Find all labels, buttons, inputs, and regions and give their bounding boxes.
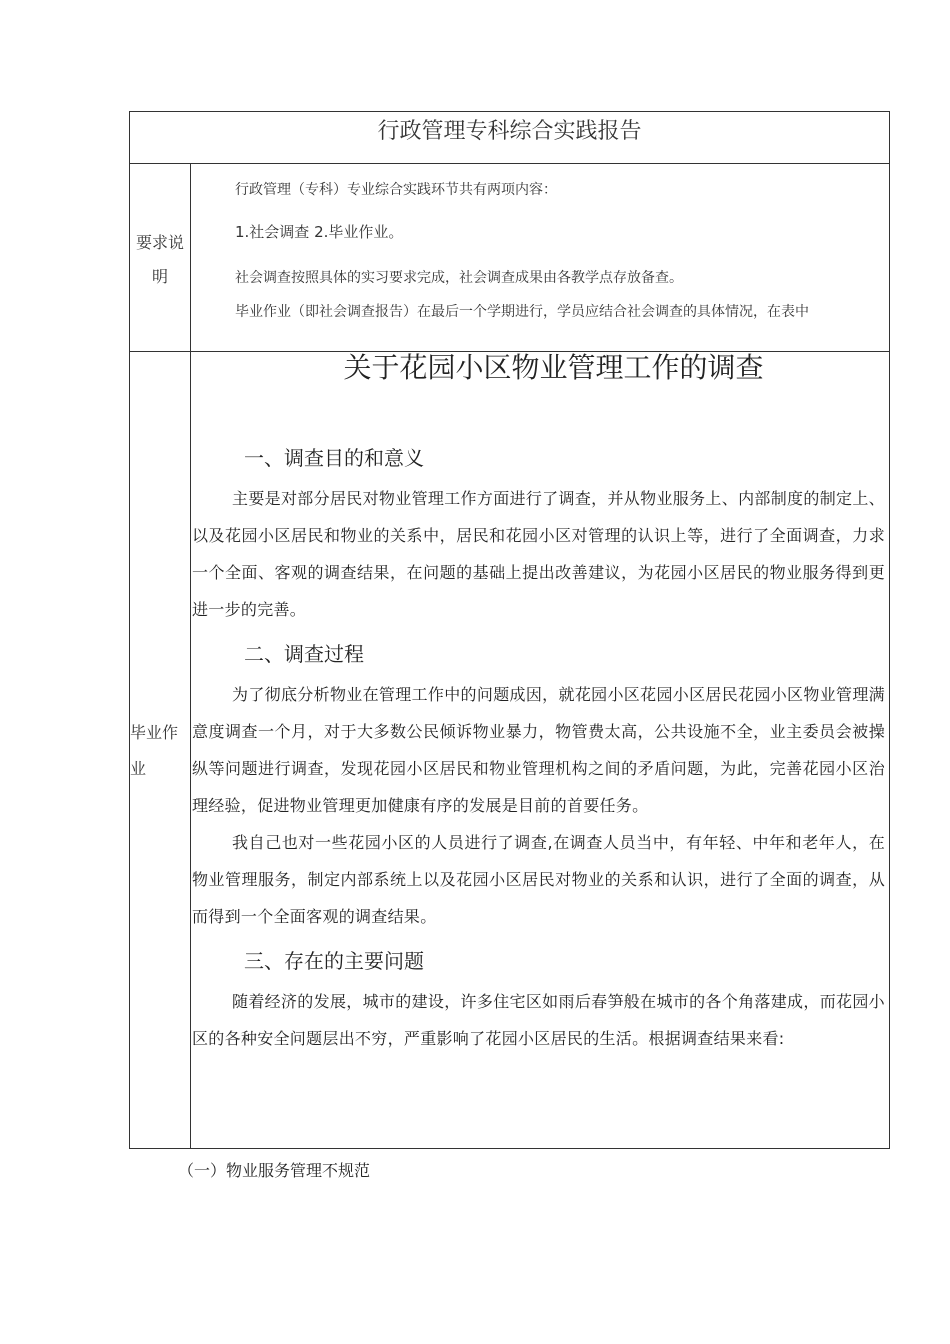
homework-content xyxy=(192,348,885,1057)
section-heading: 二、调查过程 xyxy=(244,642,364,666)
section-paragraph: 为了彻底分析物业在管理工作中的问题成因，就花园小区花园小区居民花园小区物业管理满意度调查一个月，对于大多数公民倾诉物业暴力，物管费太高，公共设施不全，业主委员会被操纵等问题进行调查，发现花园小区居民和物业管理机构之间的矛盾问题，为此，完善花园小区治理经验，促进物业管理更加健康有序的发展是目前的首要任务。 xyxy=(192,685,885,815)
requirements-line: 行政管理（专科）专业综合实践环节共有两项内容： xyxy=(235,182,557,198)
report-table xyxy=(129,111,890,1149)
report-title: 行政管理专科综合实践报告 xyxy=(377,119,642,144)
requirements-line: 毕业作业（即社会调查报告）在最后一个学期进行，学员应结合社会调查的具体情况，在表中 xyxy=(235,304,809,320)
subsection-heading: （一）物业服务管理不规范 xyxy=(178,1161,371,1180)
section-heading: 一、调查目的和意义 xyxy=(244,446,424,470)
column-divider xyxy=(190,163,191,1148)
homework-label: 毕业作业 xyxy=(130,723,179,778)
requirements-line: 1.社会调查 2.毕业作业。 xyxy=(235,223,404,241)
requirements-line: 社会调查按照具体的实习要求完成，社会调查成果由各教学点存放备查。 xyxy=(235,270,683,286)
requirements-label: 要求说明 xyxy=(135,233,184,286)
homework-title: 关于花园小区物业管理工作的调查 xyxy=(343,351,764,384)
section-paragraph: 随着经济的发展，城市的建设，许多住宅区如雨后春笋般在城市的各个角落建成，而花园小区的各种安全问题层出不穷，严重影响了花园小区居民的生活。根据调查结果来看: xyxy=(192,992,885,1048)
section-paragraph: 我自己也对一些花园小区的人员进行了调查,在调查人员当中，有年轻、中年和老年人，在物业管理服务，制定内部系统上以及花园小区居民对物业的关系和认识，进行了全面的调查，从而得到一个全面客观的调查结果。 xyxy=(192,833,885,926)
section-heading: 三、存在的主要问题 xyxy=(244,949,424,973)
requirements-content xyxy=(235,180,885,322)
section-paragraph: 主要是对部分居民对物业管理工作方面进行了调查，并从物业服务上、内部制度的制定上、以及花园小区居民和物业的关系中，居民和花园小区对管理的认识上等，进行了全面调查，力求一个全面、客观的调查结果，在问题的基础上提出改善建议，为花园小区居民的物业服务得到更进一步的完善。 xyxy=(192,489,885,619)
row-divider xyxy=(130,163,889,164)
